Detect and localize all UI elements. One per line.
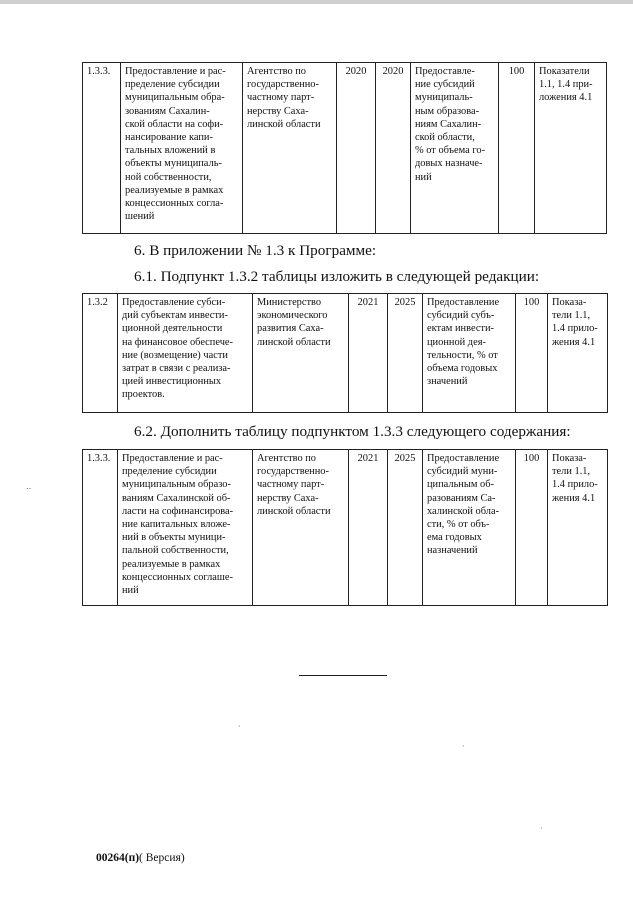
paragraph-6-1: 6.1. Подпункт 1.3.2 таблицы изложить в следующей редакции: [134, 268, 540, 285]
item-link: Показатели 1.1, 1.4 при- ложения 4.1 [535, 63, 607, 234]
document-version: ( Версия) [139, 852, 185, 864]
scan-top-edge [0, 0, 633, 4]
item-name: Предоставление и рас- пределение субсидии муниципальным обра- зованиям Сахалин- ской области на софи- нансирование капи- тальных вложений в объекты муниципаль- ной собственности, реализуемые в рамках концессионных согла- шений [121, 63, 243, 234]
item-indicator: Предоставление субсидий муни- ципальным об- разованиям Са- халинской обла- сти, % от объ- ема годовых назначений [423, 450, 516, 606]
item-executor: Агентство по государственно- частному парт- нерству Саха- линской области [243, 63, 337, 234]
table-row [83, 63, 607, 234]
activity-table-1-3-2 [82, 293, 608, 413]
item-name: Предоставление субси- дий субъектам инвести- ционной деятельности на финансовое обеспече- ние (возмещение) части затрат в связи с реализа- цией инвестиционных проектов. [118, 294, 253, 413]
item-year-start: 2021 [349, 450, 388, 606]
paragraph-6-2: 6.2. Дополнить таблицу подпунктом 1.3.3 следующего содержания: [134, 423, 571, 440]
table-row [83, 294, 608, 413]
item-indicator: Предоставле- ние субсидий муниципаль- ным образова- ниям Сахалин- ской области, % от объема го- довых назначе- ний [411, 63, 499, 234]
item-code: 1.3.3. [83, 63, 121, 234]
item-name: Предоставление и рас- пределение субсидии муниципальным образо- ваниям Сахалинской об- ласти на софинансирова- ние капитальных вложе- ний в объекты муници- пальной собственности, реализуемые в рамках концессионных соглаше- ний [118, 450, 253, 606]
table-row [83, 450, 608, 606]
item-value: 100 [516, 294, 548, 413]
item-year-end: 2020 [376, 63, 411, 234]
scan-speck: · [238, 722, 241, 731]
item-link: Показа- тели 1.1, 1.4 прило- жения 4.1 [548, 450, 608, 606]
item-year-end: 2025 [388, 450, 423, 606]
document-code: 00264(п) [96, 852, 140, 864]
activity-table-1-3-3-old [82, 62, 607, 234]
item-year-start: 2020 [337, 63, 376, 234]
item-value: 100 [499, 63, 535, 234]
end-divider-line [299, 675, 387, 676]
paragraph-6: 6. В приложении № 1.3 к Программе: [134, 242, 377, 259]
item-indicator: Предоставление субсидий субъ- ектам инвести- ционной дея- тельности, % от объема годовых значений [423, 294, 516, 413]
scan-speck: · [462, 742, 465, 751]
item-executor: Министерство экономического развития Саха- линской области [253, 294, 349, 413]
activity-table-1-3-3-new [82, 449, 608, 606]
item-value: 100 [516, 450, 548, 606]
item-link: Показа- тели 1.1, 1.4 прило- жения 4.1 [548, 294, 608, 413]
document-footer [96, 852, 185, 864]
item-year-start: 2021 [349, 294, 388, 413]
item-code: 1.3.2 [83, 294, 118, 413]
item-year-end: 2025 [388, 294, 423, 413]
item-executor: Агентство по государственно- частному парт- нерству Саха- линской области [253, 450, 349, 606]
scan-speck: ‥ [26, 482, 32, 491]
item-code: 1.3.3. [83, 450, 118, 606]
scan-speck: · [540, 824, 543, 833]
